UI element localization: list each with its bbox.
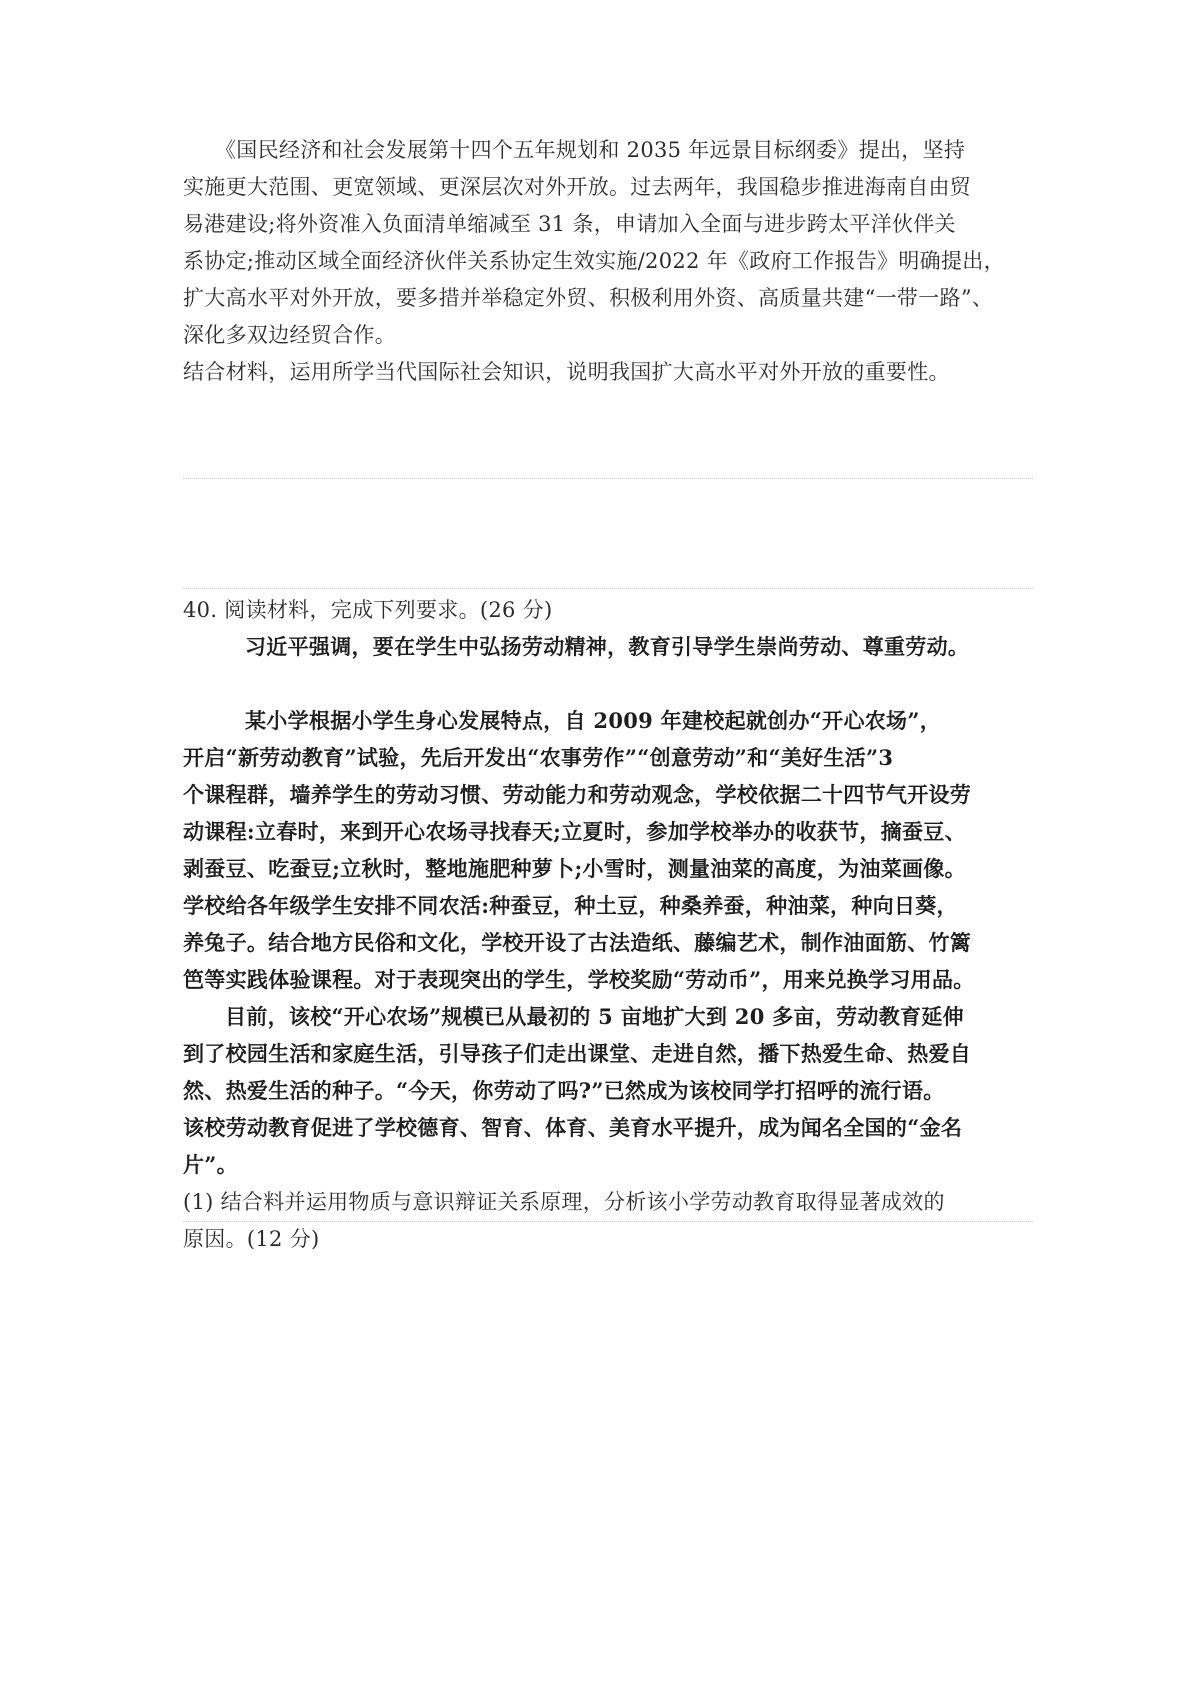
answer-divider [183,1221,1033,1222]
question-40-para2-line-5: 片”。 [183,1152,238,1177]
question-40-para2-line-3: 然、热爱生活的种子。“今天，你劳动了吗?”已然成为该校同学打招呼的流行语。 [183,1078,945,1103]
question-40-para1-line-6: 学校给各年级学生安排不同农活:种蚕豆，种土豆，种桑养蚕，种油菜，种向日葵， [183,893,958,918]
answer-divider [183,478,1033,479]
question-39-prompt: 结合材料，运用所学当代国际社会知识，说明我国扩大高水平对外开放的重要性。 [183,360,950,384]
question-40-heading: 40. 阅读材料，完成下列要求。(26 分) [183,598,553,622]
question-40-para1-line-2: 开启“新劳动教育”试验，先后开发出“农事劳作”“创意劳动”和“美好生活”3 [183,745,894,770]
question-40-para1-line-7: 养兔子。结合地方民俗和文化，学校开设了古法造纸、藤编艺术，制作油面筋、竹篱 [183,930,972,955]
material-39-line-2: 实施更大范围、更宽领域、更深层次对外开放。过去两年，我国稳步推进海南自由贸 [183,175,972,199]
question-40-para1-line-3: 个课程群，墙养学生的劳动习惯、劳动能力和劳动观念，学校依据二十四节气开设劳 [183,782,972,807]
sub-question-1-line-1: (1) 结合料并运用物质与意识辩证关系原理，分析该小学劳动教育取得显著成效的 [183,1190,945,1214]
material-39-line-6: 深化多双边经贸合作。 [183,323,396,347]
material-39-line-5: 扩大高水平对外开放，要多措并举稳定外贸、积极利用外资、高质量共建“一带一路”、 [183,286,994,310]
answer-divider [183,588,1033,589]
material-39-line-3: 易港建设;将外资准入负面清单缩减至 31 条，申请加入全面与进步跨太平洋伙伴关 [183,212,956,236]
question-40-quote: 习近平强调，要在学生中弘扬劳动精神，教育引导学生崇尚劳动、尊重劳动。 [245,634,970,659]
question-40-para1-line-1: 某小学根据小学生身心发展特点，自 2009 年建校起就创办“开心农场”， [245,708,942,733]
question-40-para1-line-8: 笆等实践体验课程。对于表现突出的学生，学校奖励“劳动币”，用来兑换学习用品。 [183,967,975,992]
material-39-line-4: 系协定;推动区域全面经济伙伴关系协定生效实施/2022 年《政府工作报告》明确提出， [183,249,1005,273]
question-40-para1-line-4: 动课程:立春时，来到开心农场寻找春天;立夏时，参加学校举办的收获节，摘蚕豆、 [183,819,966,844]
question-40-para2-line-4: 该校劳动教育促进了学校德育、智育、体育、美育水平提升，成为闻名全国的“金名 [183,1115,963,1140]
material-39-line-1: 《国民经济和社会发展第十四个五年规划和 2035 年远景目标纲委》提出，坚持 [215,138,966,162]
sub-question-1-line-2: 原因。(12 分) [183,1227,320,1251]
question-40-para2-line-2: 到了校园生活和家庭生活，引导孩子们走出课堂、走进自然，播下热爱生命、热爱自 [183,1041,972,1066]
question-40-para1-line-5: 剥蚕豆、吃蚕豆;立秋时，整地施肥种萝卜;小雪时，测量油菜的高度，为油菜画像。 [183,856,966,881]
question-40-para2-line-1: 目前，该校“开心农场”规模已从最初的 5 亩地扩大到 20 多亩，劳动教育延伸 [225,1004,964,1029]
